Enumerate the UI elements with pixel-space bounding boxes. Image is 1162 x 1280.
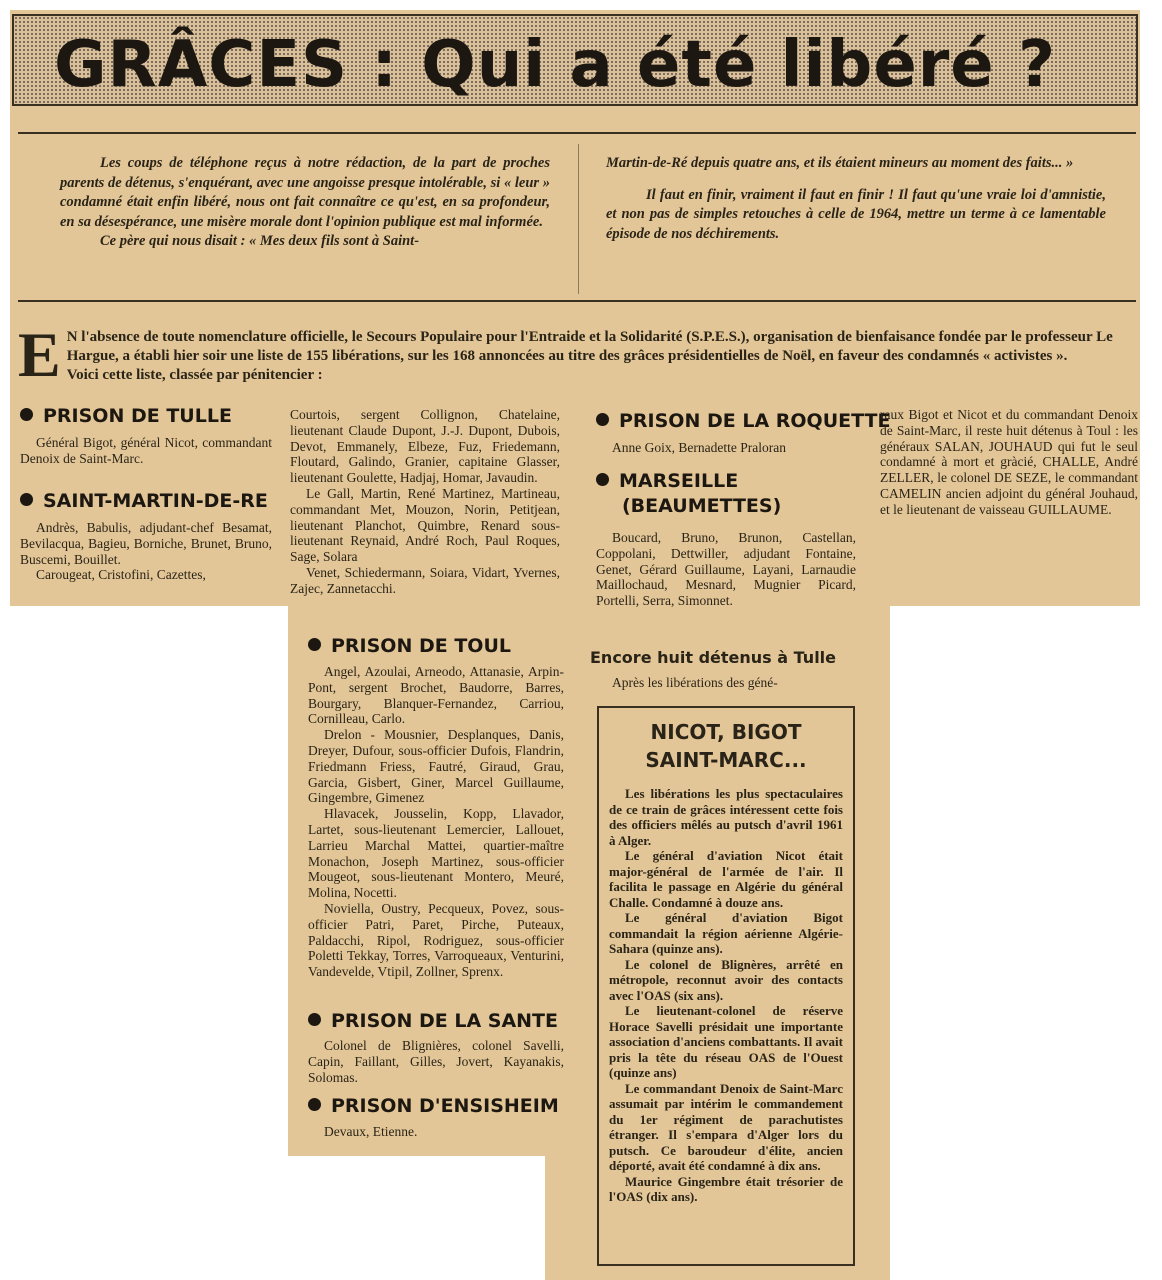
bullet-icon xyxy=(596,473,609,486)
intro-paragraph: Martin-de-Ré depuis quatre ans, et ils étaient mineurs au moment des faits... » xyxy=(606,155,1074,171)
heading-beaumettes: (BEAUMETTES) xyxy=(622,495,782,517)
intro-paragraph: Les coups de téléphone reçus à notre rédaction, de la part de proches parents de détenus, s'enquérant, avec une angoisse presque intolérable, si « leur » condamné était enfin libéré, nous ont fait connaître ce qu'est, en sa profondeur, en sa désespérance, une misère morale dont l'opinion publique est mal informée. xyxy=(60,155,550,230)
intro-paragraph: Ce père qui nous disait : « Mes deux fils sont à Saint- xyxy=(100,233,420,249)
bullet-icon xyxy=(308,1013,321,1026)
heading-prison-sante: PRISON DE LA SANTE xyxy=(308,1010,558,1032)
text-sante: Colonel de Blignières, colonel Savelli, Capin, Faillant, Gilles, Jovert, Kayanakis, Solomas. xyxy=(308,1038,564,1085)
intro-column-2 xyxy=(606,154,1106,244)
text-marseille: Boucard, Bruno, Brunon, Castellan, Coppolani, Dettwiller, adjudant Fontaine, Genet, Gérard Guillaume, Layani, Larnaudie Maillochaud, Mesnard, Mugnier Picard, Portelli, Serra, Simonnet. xyxy=(596,530,856,609)
text-encore-huit-continued: raux Bigot et Nicot et du commandant Denoix de Saint-Marc, il reste huit détenus à Toul : les généraux SALAN, JOUHAUD qui fut le seul condamné à mort et gràcié, CHALLE, André ZELLER, le colonel DE SEZE, le commandant CAMELIN ancien adjoint du général Jouhaud, et le lieutenant de vaisseau GUILLAUME. xyxy=(880,407,1138,517)
text-saint-martin: Andrès, Babulis, adjudant-chef Besamat, Bevilacqua, Bagieu, Borniche, Brunet, Bruno, Buscemi, Bouillet. Carougeat, Cristofini, Cazettes, xyxy=(20,520,272,583)
text-tulle: Général Bigot, général Nicot, commandant Denoix de Saint-Marc. xyxy=(20,435,272,466)
heading-saint-martin: SAINT-MARTIN-DE-RE xyxy=(20,490,268,512)
lead-paragraph xyxy=(18,319,1140,390)
intro-column-1 xyxy=(60,154,550,252)
dropcap: E xyxy=(18,319,61,390)
heading-encore-huit: Encore huit détenus à Tulle xyxy=(590,648,837,667)
lead-last-line: Voici cette liste, classée par pénitencier : xyxy=(66,367,323,383)
heading-prison-roquette: PRISON DE LA ROQUETTE xyxy=(596,410,890,432)
box-heading-2: SAINT-MARC... xyxy=(645,748,807,772)
text-toul: Angel, Azoulai, Arneodo, Attanasie, Arpin-Pont, sergent Brochet, Baudorre, Barres, Bourgary, Blanquer-Fernandez, Carriou, Cornilleau, Carlo. Drelon - Mousnier, Desplanques, Danis, Dreyer, Dufour, sous-officier Dufois, Flandrin, Friedmann Friess, Fautré, Giraud, Grau, Garcia, Gisbert, Giner, Marcel Guillaume, Gingembre, Gimenez Hlavacek, Jousselin, Kopp, Llavador, Lartet, sous-lieutenant Lemercier, Lallouet, Larrieu Marchal Mattei, quartier-maître Monachon, Joseph Martinez, sous-officier Mougeot, sous-lieutenant Montero, Meuré, Molina, Nocetti. Noviella, Oustry, Pecqueux, Povez, sous-officier Patri, Paret, Pirche, Puteaux, Paldacchi, Ripol, Rodriguez, sous-officier Poletti Tekkay, Torres, Varroqueaux, Venturini, Vandevelde, Vtipil, Zollner, Sprenx. xyxy=(308,664,564,980)
heading-prison-tulle: PRISON DE TULLE xyxy=(20,405,232,427)
text-encore-huit: Après les libérations des géné- xyxy=(612,675,778,690)
title-banner xyxy=(12,14,1138,106)
bullet-icon xyxy=(308,1098,321,1111)
bullet-icon xyxy=(308,638,321,651)
intro-divider xyxy=(578,144,579,294)
heading-prison-ensisheim: PRISON D'ENSISHEIM xyxy=(308,1095,559,1117)
page-title: GRÂCES : Qui a été libéré ? xyxy=(54,28,1057,102)
heading-marseille: MARSEILLE xyxy=(596,470,738,492)
bullet-icon xyxy=(20,493,33,506)
box-text: Les libérations les plus spectaculaires de ce train de grâces intéressent cette fois des officiers mêlés au putsch d'avril 1961 à Alger. Le général d'aviation Nicot était major-général de l'armée de l'air. Il facilita le passage en Algérie du général Challe. Condamné à douze ans. Le général d'aviation Bigot commandait la région aérienne Algérie-Sahara (quinze ans). Le colonel de Blignères, arrêté en métropole, reconnut avoir des contacts avec l'OAS (six ans). Le lieutenant-colonel de réserve Horace Savelli présidait une importante association d'anciens combattants. Il avait pris la tête du réseau OAS de l'Ouest (quinze ans) Le commandant Denoix de Saint-Marc assumait par intérim le commandement du 1er régiment de parachutistes étranger. Il s'empara d'Alger lors du putsch. Ce baroudeur d'élite, ancien déporté, avait été condamné à dix ans. Maurice Gingembre était trésorier de l'OAS (dix ans). xyxy=(609,786,843,1204)
text-saint-martin-continued: Courtois, sergent Collignon, Chatelaine, lieutenant Claude Dupont, J.-J. Dupont, Dubois, Devot, Emmanely, Elbeze, Fuz, Friedemann, Floutard, Galindo, Granier, capitaine Glasser, lieutenant Goulette, Hadjaj, Homar, Javaudin. Le Gall, Martin, René Martinez, Martineau, commandant Met, Mouzon, Norin, Petitjean, lieutenant Planchot, Quimbre, Renard sous-lieutenant Reynaid, André Roch, Paul Roques, Sage, Solara Venet, Schiedermann, Soiara, Vidart, Yvernes, Zajec, Zannetacchi. xyxy=(290,407,560,596)
box-heading-1: NICOT, BIGOT xyxy=(650,720,802,744)
intro-box xyxy=(18,132,1136,302)
bullet-icon xyxy=(20,408,33,421)
bullet-icon xyxy=(596,413,609,426)
text-roquette: Anne Goix, Bernadette Praloran xyxy=(612,440,786,455)
text-ensisheim: Devaux, Etienne. xyxy=(324,1124,418,1139)
lead-text: N l'absence de toute nomenclature officielle, le Secours Populaire pour l'Entraide et la Solidarité (S.P.E.S.), organisation de bienfaisance fondée par le professeur Le Hargue, a établi hier soir une liste de 155 libérations, sur les 168 annoncées au titre des grâces présidentielles de Noël, en faveur des condamnés « activistes ». xyxy=(66,329,1113,364)
sidebar-box xyxy=(597,706,855,1266)
heading-prison-toul: PRISON DE TOUL xyxy=(308,635,511,657)
intro-paragraph: Il faut en finir, vraiment il faut en finir ! Il faut qu'une vraie loi d'amnistie, et non pas de simples retouches à celle de 1964, mettre un terme à ce lamentable épisode de nos déchirements. xyxy=(606,186,1106,242)
